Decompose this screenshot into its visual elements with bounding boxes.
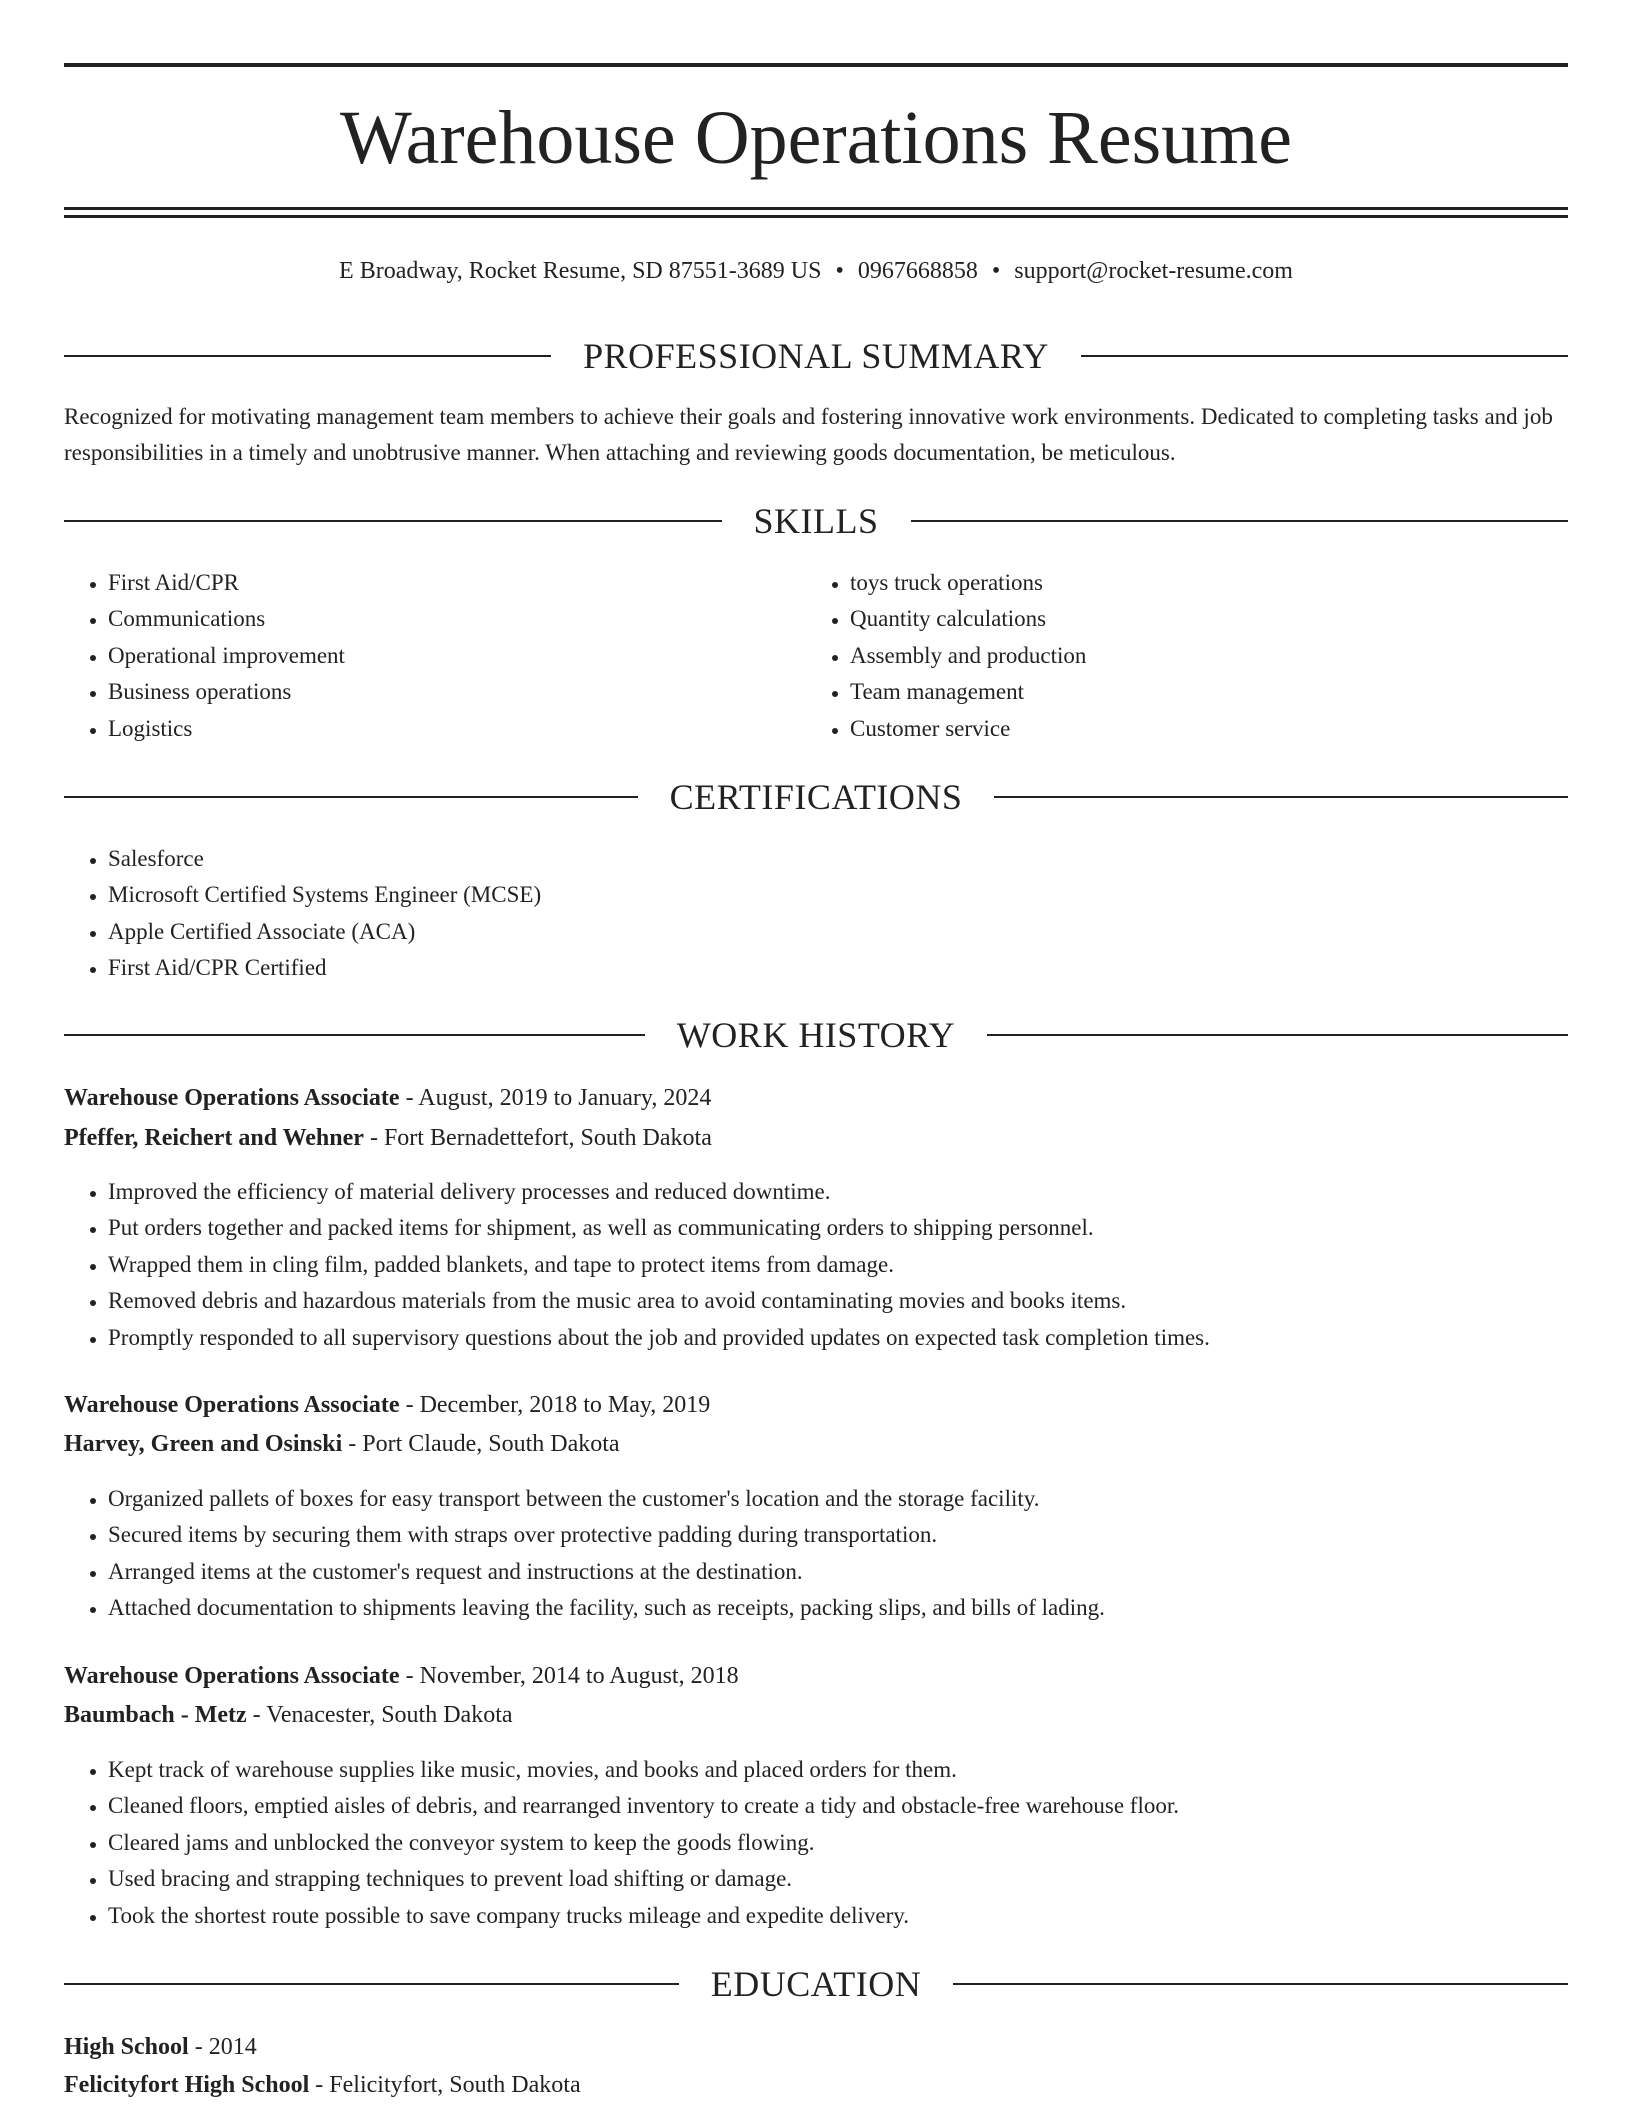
job-title-line — [64, 1081, 1568, 1115]
section-heading-education — [64, 1961, 1568, 2007]
job-bullet: • Arranged items at the customer's request and instructions at the destination. — [108, 1554, 1105, 1590]
dash: - — [369, 1125, 378, 1151]
skill-item: • Operational improvement — [108, 638, 345, 674]
section-title: WORK HISTORY — [676, 1015, 956, 1055]
heading-rule — [64, 1034, 645, 1036]
job-bullet: • Improved the efficiency of material delivery processes and reduced downtime. — [108, 1174, 1210, 1210]
company-location: Fort Bernadettefort, South Dakota — [383, 1125, 712, 1151]
summary-text: Recognized for motivating management team members to achieve their goals and fostering innovative work environments. Dedicated to completing tasks and job responsibilities in a timely and unobtrusive manner. When attaching and reviewing goods documentation, be meticulous. — [64, 404, 1553, 465]
heading-rule — [994, 796, 1568, 798]
job-bullets — [64, 1174, 1210, 1356]
education-location: Felicityfort, South Dakota — [329, 2072, 581, 2098]
heading-rule — [64, 520, 722, 522]
dash: - — [405, 1663, 414, 1689]
education-degree: High School — [64, 2034, 189, 2060]
certification-item: • Microsoft Certified Systems Engineer (MCSE) — [108, 877, 541, 913]
education-year: 2014 — [208, 2034, 257, 2060]
certification-item: • Apple Certified Associate (ACA) — [108, 914, 541, 950]
skills-list-right — [806, 565, 1086, 747]
skills-list-left — [64, 565, 345, 747]
contact-phone: 0967668858 — [857, 258, 978, 284]
job-title-line — [64, 1659, 1568, 1693]
certification-item: • First Aid/CPR Certified — [108, 950, 541, 986]
job-bullet: • Put orders together and packed items for shipment, as well as communicating orders to shipping personnel. — [108, 1210, 1210, 1246]
skill-item: • First Aid/CPR — [108, 565, 345, 601]
contact-line — [64, 254, 1568, 288]
education-school: Felicityfort High School — [64, 2072, 310, 2098]
education-degree-line — [64, 2030, 1568, 2064]
job-bullet: • Organized pallets of boxes for easy transport between the customer's location and the storage facility. — [108, 1481, 1105, 1517]
skill-item: • Communications — [108, 601, 345, 637]
heading-rule — [64, 355, 551, 357]
job-company-line — [64, 1427, 1568, 1461]
section-title: CERTIFICATIONS — [669, 777, 963, 817]
section-title: SKILLS — [753, 501, 879, 541]
job-bullets — [64, 1752, 1179, 1934]
company-name: Baumbach - Metz — [64, 1702, 247, 1728]
contact-email: support@rocket-resume.com — [1014, 258, 1293, 284]
job-bullet: • Used bracing and strapping techniques to prevent load shifting or damage. — [108, 1861, 1179, 1897]
skill-item: • Assembly and production — [850, 638, 1086, 674]
job-bullet: • Removed debris and hazardous materials from the music area to avoid contaminating movies and books items. — [108, 1283, 1210, 1319]
title-double-rule-lower — [64, 215, 1568, 218]
section-title: PROFESSIONAL SUMMARY — [583, 336, 1049, 376]
skill-item: • Quantity calculations — [850, 601, 1086, 637]
heading-rule — [987, 1034, 1568, 1036]
job-dates: August, 2019 to January, 2024 — [418, 1085, 712, 1111]
section-heading-certifications — [64, 774, 1568, 820]
job-dates: November, 2014 to August, 2018 — [419, 1663, 739, 1689]
job-dates: December, 2018 to May, 2019 — [419, 1392, 711, 1418]
section-heading-summary — [64, 333, 1568, 379]
skill-item: • toys truck operations — [850, 565, 1086, 601]
section-title: EDUCATION — [710, 1964, 922, 2004]
dash: - — [194, 2034, 203, 2060]
dash: - — [405, 1085, 414, 1111]
job-bullet: • Promptly responded to all supervisory questions about the job and provided updates on expected task completion times. — [108, 1320, 1210, 1356]
company-name: Harvey, Green and Osinski — [64, 1431, 343, 1457]
heading-rule — [1081, 355, 1568, 357]
job-company-line — [64, 1121, 1568, 1155]
skill-item: • Customer service — [850, 711, 1086, 747]
heading-rule — [64, 796, 638, 798]
job-title: Warehouse Operations Associate — [64, 1085, 400, 1111]
dash: - — [252, 1702, 261, 1728]
top-rule — [64, 63, 1568, 67]
section-heading-work-history — [64, 1012, 1568, 1058]
certifications-list — [64, 841, 541, 987]
contact-separator: • — [991, 258, 1001, 284]
heading-rule — [64, 1983, 679, 1985]
job-title-line — [64, 1388, 1568, 1422]
education-school-line — [64, 2068, 1568, 2102]
certification-item: • Salesforce — [108, 841, 541, 877]
job-bullets — [64, 1481, 1105, 1627]
heading-rule — [911, 520, 1569, 522]
contact-address: E Broadway, Rocket Resume, SD 87551-3689 US — [339, 258, 822, 284]
dash: - — [348, 1431, 357, 1457]
job-bullet: • Secured items by securing them with straps over protective padding during transportation. — [108, 1517, 1105, 1553]
dash: - — [405, 1392, 414, 1418]
resume-title: Warehouse Operations Resume — [339, 96, 1293, 180]
title-double-rule-upper — [64, 207, 1568, 210]
job-bullet: • Cleaned floors, emptied aisles of debris, and rearranged inventory to create a tidy and obstacle-free warehouse floor. — [108, 1788, 1179, 1824]
job-bullet: • Wrapped them in cling film, padded blankets, and tape to protect items from damage. — [108, 1247, 1210, 1283]
job-bullet: • Cleared jams and unblocked the conveyor system to keep the goods flowing. — [108, 1825, 1179, 1861]
job-bullet: • Took the shortest route possible to save company trucks mileage and expedite delivery. — [108, 1898, 1179, 1934]
job-bullet: • Kept track of warehouse supplies like music, movies, and books and placed orders for them. — [108, 1752, 1179, 1788]
company-location: Venacester, South Dakota — [266, 1702, 513, 1728]
job-bullet: • Attached documentation to shipments leaving the facility, such as receipts, packing slips, and bills of lading. — [108, 1590, 1105, 1626]
skill-item: • Team management — [850, 674, 1086, 710]
skill-item: • Logistics — [108, 711, 345, 747]
company-location: Port Claude, South Dakota — [362, 1431, 620, 1457]
contact-separator: • — [835, 258, 844, 284]
job-title: Warehouse Operations Associate — [64, 1392, 400, 1418]
section-heading-skills — [64, 498, 1568, 544]
heading-rule — [953, 1983, 1568, 1985]
skill-item: • Business operations — [108, 674, 345, 710]
company-name: Pfeffer, Reichert and Wehner — [64, 1125, 364, 1151]
dash: - — [315, 2072, 324, 2098]
job-title: Warehouse Operations Associate — [64, 1663, 400, 1689]
job-company-line — [64, 1698, 1568, 1732]
